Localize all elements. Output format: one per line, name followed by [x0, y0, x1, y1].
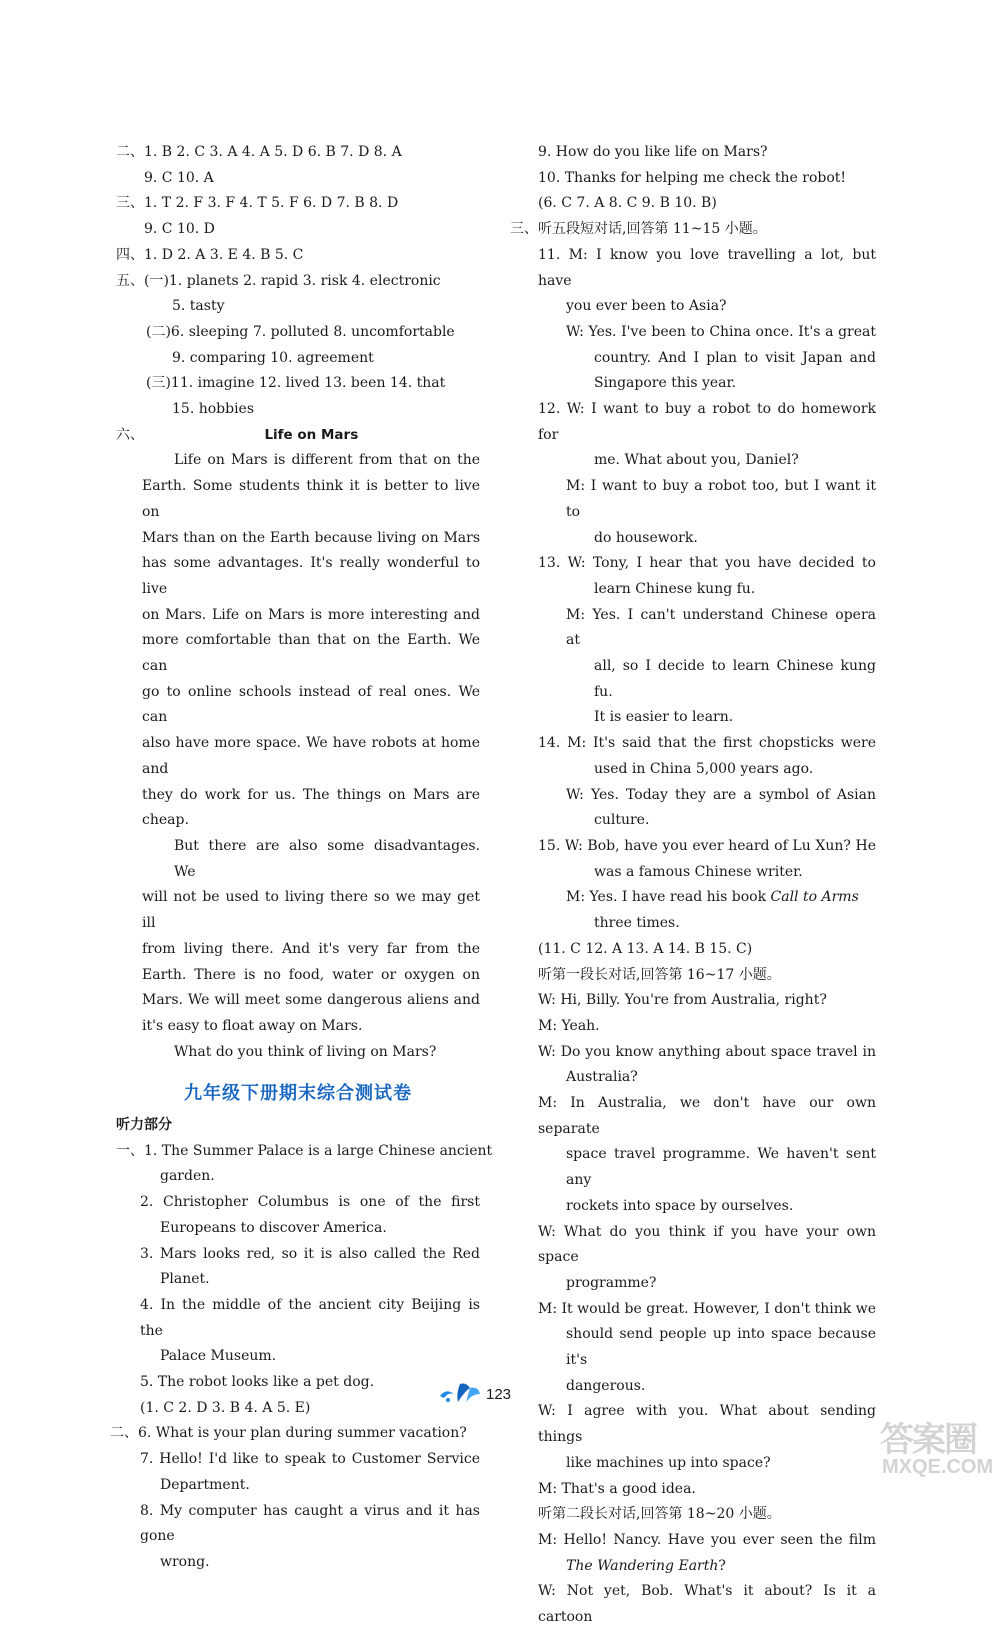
essay-line: But there are also some disadvantages. We: [174, 837, 480, 880]
dialogue-line: W: Do you know anything about space travel in: [538, 1043, 876, 1060]
dialogue-line: Australia?: [566, 1069, 638, 1086]
answer-line: (6. C 7. A 8. C 9. B 10. B): [538, 195, 717, 212]
essay-line: has some advantages. It's really wonderful to live: [142, 555, 480, 597]
dialogue-line: culture.: [594, 812, 650, 829]
dialogue-line: W: I agree with you. What about sending things: [538, 1403, 876, 1446]
dialogue-line: [538, 885, 876, 911]
script-line: 2. Christopher Columbus is one of the first: [140, 1194, 480, 1211]
script-line: 5. The robot looks like a pet dog.: [140, 1374, 375, 1391]
essay-line: will not be used to living there so we may get ill: [142, 889, 480, 932]
dialogue-line: W: Yes. Today they are a symbol of Asian: [566, 786, 876, 803]
watermark-en: MXQE.COM: [882, 1456, 994, 1478]
dialogue-line: was a famous Chinese writer.: [594, 863, 803, 880]
script-line: 10. Thanks for helping me check the robot!: [538, 169, 847, 186]
essay-line: Mars. We will meet some dangerous aliens and: [142, 992, 480, 1009]
listening-heading: 听力部分: [116, 1117, 172, 1134]
essay-line: it's easy to float away on Mars.: [142, 1017, 363, 1034]
script-line: garden.: [160, 1168, 215, 1185]
script-line: 8. My computer has caught a virus and it has gone: [140, 1502, 480, 1545]
answer-line: 五、(一)1. planets 2. rapid 3. risk 4. electronic: [116, 272, 441, 289]
book-logo-icon: [436, 1380, 482, 1404]
dialogue-line: Singapore this year.: [594, 375, 737, 392]
dialogue-line: dangerous.: [566, 1377, 646, 1394]
watermark: [880, 1412, 992, 1488]
essay-title-line: [116, 423, 480, 449]
essay-line: also have more space. We have robots at home and: [142, 735, 480, 777]
script-line: Europeans to discover America.: [160, 1219, 387, 1236]
essay-line: from living there. And it's very far from the: [142, 940, 480, 957]
script-line: Palace Museum.: [160, 1348, 277, 1365]
script-line: Planet.: [160, 1271, 210, 1288]
dialogue-line: [538, 1554, 876, 1580]
essay-line: on Mars. Life on Mars is more interesting and: [142, 606, 480, 623]
answer-line: 9. C 10. D: [144, 221, 215, 238]
answer-line: 5. tasty: [172, 298, 225, 315]
answer-line: 9. C 10. A: [144, 169, 214, 186]
essay-title: Life on Mars: [264, 426, 359, 443]
dialogue-line: 15. W: Bob, have you ever heard of Lu Xun? He: [538, 837, 876, 854]
dialogue-line: M: Yeah.: [538, 1017, 600, 1034]
dialogue-line: M: It would be great. However, I don't think we: [538, 1300, 876, 1317]
dialogue-line: 11. M: I know you love travelling a lot, but have: [538, 246, 876, 289]
dialogue-line: W: Yes. I've been to China once. It's a great: [566, 323, 876, 340]
dialogue-line: do housework.: [594, 529, 698, 546]
essay-line: they do work for us. The things on Mars are: [142, 786, 480, 803]
essay-line: Life on Mars is different from that on the: [174, 452, 480, 469]
dialogue-line: M: Hello! Nancy. Have you ever seen the film: [538, 1531, 876, 1548]
dialogue-line: all, so I decide to learn Chinese kung fu.: [594, 658, 876, 700]
answer-line: 四、1. D 2. A 3. E 4. B 5. C: [116, 246, 304, 263]
dialogue-line: M: I want to buy a robot too, but I want it to: [566, 478, 876, 520]
dialogue-line: M: Yes. I can't understand Chinese opera at: [566, 606, 876, 649]
script-line: 二、6. What is your plan during summer vacation?: [110, 1425, 467, 1442]
dialogue-line: W: Not yet, Bob. What's it about? Is it a cartoon: [538, 1583, 876, 1626]
essay-line: Mars than on the Earth because living on Mars: [142, 529, 480, 546]
book-title: Call to Arms: [770, 889, 859, 906]
section-heading: 听第二段长对话,回答第 18~20 小题。: [538, 1506, 781, 1523]
dialogue-line: me. What about you, Daniel?: [594, 452, 799, 469]
dialogue-line: you ever been to Asia?: [566, 298, 727, 315]
script-line: 9. How do you like life on Mars?: [538, 144, 768, 160]
left-column: [110, 140, 493, 1576]
dialogue-line: 12. W: I want to buy a robot to do homework for: [538, 401, 876, 443]
dialogue-line: learn Chinese kung fu.: [594, 580, 756, 597]
essay-line: What do you think of living on Mars?: [174, 1043, 437, 1060]
script-line: 一、1. The Summer Palace is a large Chinese ancient: [116, 1142, 493, 1159]
dialogue-line: rockets into space by ourselves.: [566, 1197, 794, 1214]
essay-line: more comfortable than that on the Earth. We can: [142, 632, 480, 675]
dialogue-line: used in China 5,000 years ago.: [594, 760, 814, 777]
essay-body: [116, 448, 480, 1065]
dialogue-line: M: In Australia, we don't have our own separate: [538, 1095, 876, 1137]
dialogue-line: programme?: [566, 1274, 657, 1291]
page-number: 123: [486, 1386, 512, 1403]
script-line: Department.: [160, 1476, 250, 1493]
script-line: 3. Mars looks red, so it is also called the Red: [140, 1245, 480, 1262]
answer-line: 15. hobbies: [172, 401, 255, 418]
dialogue-line: W: What do you think if you have your own space: [538, 1223, 876, 1266]
answer-line: (11. C 12. A 13. A 14. B 15. C): [538, 940, 753, 957]
section-heading: 听第一段长对话,回答第 16~17 小题。: [538, 966, 781, 983]
dialogue-line: space travel programme. We haven't sent any: [566, 1146, 876, 1189]
right-column: [510, 140, 876, 1631]
dialogue-line: country. And I plan to visit Japan and: [594, 349, 876, 366]
script-line: 7. Hello! I'd like to speak to Customer Service: [140, 1451, 480, 1468]
answer-line: (1. C 2. D 3. B 4. A 5. E): [140, 1399, 311, 1416]
section-heading: 三、听五段短对话,回答第 11~15 小题。: [510, 221, 767, 238]
answer-line: (三)11. imagine 12. lived 13. been 14. that: [146, 375, 446, 392]
dialogue-line: It is easier to learn.: [594, 709, 734, 726]
dialogue-line: W: Hi, Billy. You're from Australia, right?: [538, 992, 827, 1009]
script-line: 4. In the middle of the ancient city Beijing is the: [140, 1296, 480, 1339]
section-title: 九年级下册期末综合测试卷: [184, 1083, 412, 1105]
essay-line: cheap.: [142, 812, 189, 829]
essay-line: go to online schools instead of real ones. We can: [142, 683, 480, 726]
essay-line: Earth. Some students think it is better to live on: [142, 478, 480, 520]
dialogue-line: M: That's a good idea.: [538, 1480, 696, 1497]
section-label: 六、: [116, 426, 144, 443]
film-title: The Wandering Earth: [566, 1557, 719, 1574]
dialogue-text: ?: [718, 1557, 726, 1574]
dialogue-line: 13. W: Tony, I hear that you have decided to: [538, 555, 876, 572]
watermark-cn: 答案圈: [880, 1420, 976, 1460]
script-line: wrong.: [160, 1553, 210, 1570]
answer-line: 三、1. T 2. F 3. F 4. T 5. F 6. D 7. B 8. D: [116, 195, 399, 212]
answer-line: (二)6. sleeping 7. polluted 8. uncomfortable: [146, 323, 455, 340]
essay-line: Earth. There is no food, water or oxygen on: [142, 966, 480, 983]
dialogue-line: three times.: [594, 915, 680, 932]
dialogue-text: M: Yes. I have read his book: [566, 889, 771, 906]
dialogue-line: should send people up into space because it's: [566, 1326, 876, 1369]
dialogue-line: like machines up into space?: [566, 1454, 771, 1471]
dialogue-line: 14. M: It's said that the first chopsticks were: [538, 735, 876, 752]
answer-line: 9. comparing 10. agreement: [172, 349, 374, 366]
answer-line: 二、1. B 2. C 3. A 4. A 5. D 6. B 7. D 8. A: [116, 144, 402, 160]
